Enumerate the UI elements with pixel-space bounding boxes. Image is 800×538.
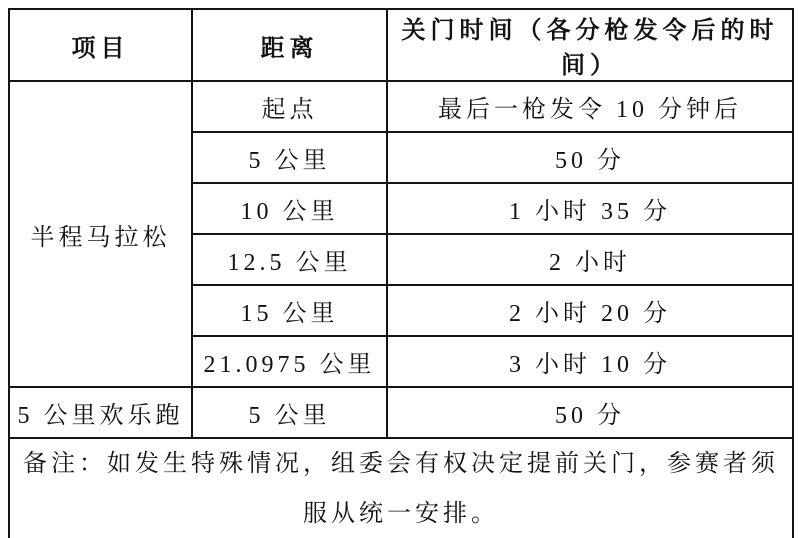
time-cell: 3 小时 10 分: [387, 336, 793, 387]
distance-cell: 起点: [192, 81, 387, 132]
time-cell: 50 分: [387, 132, 793, 183]
time-cell: 2 小时: [387, 234, 793, 285]
header-cell-distance: 距离: [192, 9, 387, 81]
distance-cell: 21.0975 公里: [192, 336, 387, 387]
closing-time-table: [8, 8, 794, 538]
table-row: [9, 387, 793, 438]
note-cell: 备注：如发生特殊情况，组委会有权决定提前关门，参赛者须服从统一安排。: [9, 438, 793, 538]
distance-cell: 12.5 公里: [192, 234, 387, 285]
distance-cell: 5 公里: [192, 132, 387, 183]
distance-cell: 15 公里: [192, 285, 387, 336]
header-row: [9, 9, 793, 81]
distance-cell: 5 公里: [192, 387, 387, 438]
header-cell-event: 项目: [9, 9, 192, 81]
distance-cell: 10 公里: [192, 183, 387, 234]
time-cell: 最后一枪发令 10 分钟后: [387, 81, 793, 132]
table-row: [9, 81, 793, 132]
header-cell-closing-time: 关门时间（各分枪发令后的时间）: [387, 9, 793, 81]
event-cell-fun-run: 5 公里欢乐跑: [9, 387, 192, 438]
note-row: [9, 438, 793, 538]
event-cell-half-marathon: 半程马拉松: [9, 81, 192, 387]
time-cell: 50 分: [387, 387, 793, 438]
time-cell: 1 小时 35 分: [387, 183, 793, 234]
time-cell: 2 小时 20 分: [387, 285, 793, 336]
